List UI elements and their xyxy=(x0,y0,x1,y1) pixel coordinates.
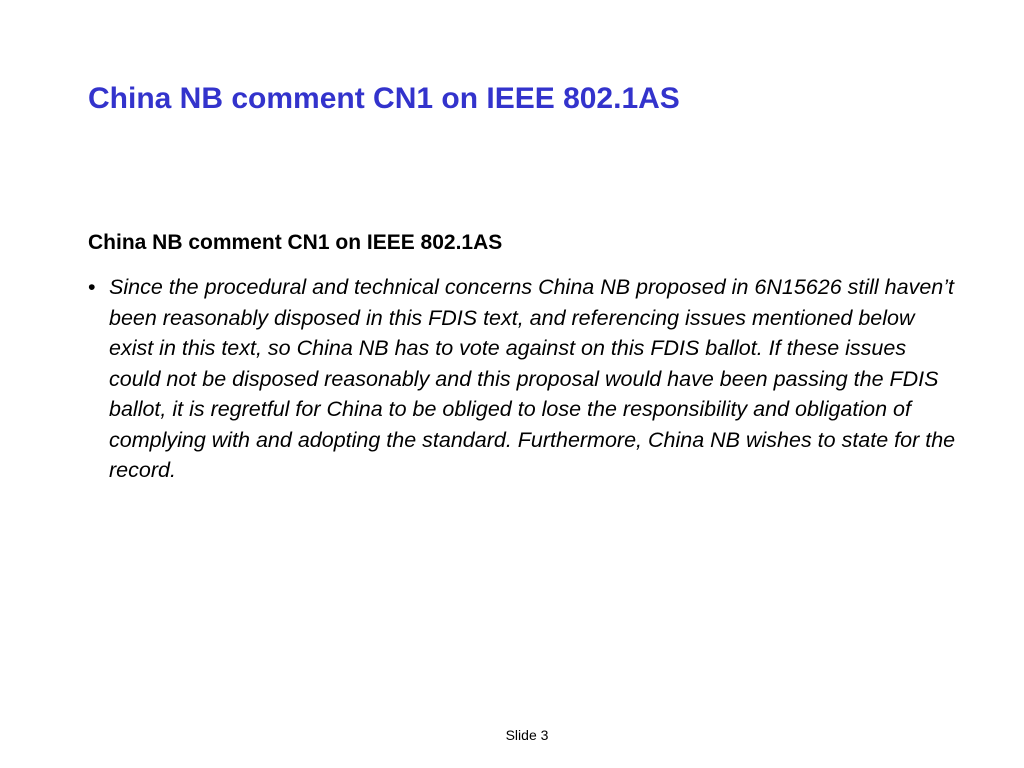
bullet-marker: • xyxy=(88,275,96,299)
slide-body xyxy=(88,228,958,486)
bullet-item xyxy=(88,272,958,486)
bullet-text: Since the procedural and technical concerns China NB proposed in 6N15626 still haven’t been reasonably disposed in this FDIS text, and referencing issues mentioned below exist in this text, so China NB has to vote against on this FDIS ballot. If these issues could not be disposed reasonably and this proposal would have been passing the FDIS ballot, it is regretful for China to be obliged to lose the responsibility and obligation of complying with and adopting the standard. Furthermore, China NB wishes to state for the record. xyxy=(109,275,956,482)
slide-subheading: China NB comment CN1 on IEEE 802.1AS xyxy=(88,231,503,254)
slide-number: Slide 3 xyxy=(505,727,549,743)
slide-title: China NB comment CN1 on IEEE 802.1AS xyxy=(88,82,680,115)
bullet-list xyxy=(88,272,958,486)
